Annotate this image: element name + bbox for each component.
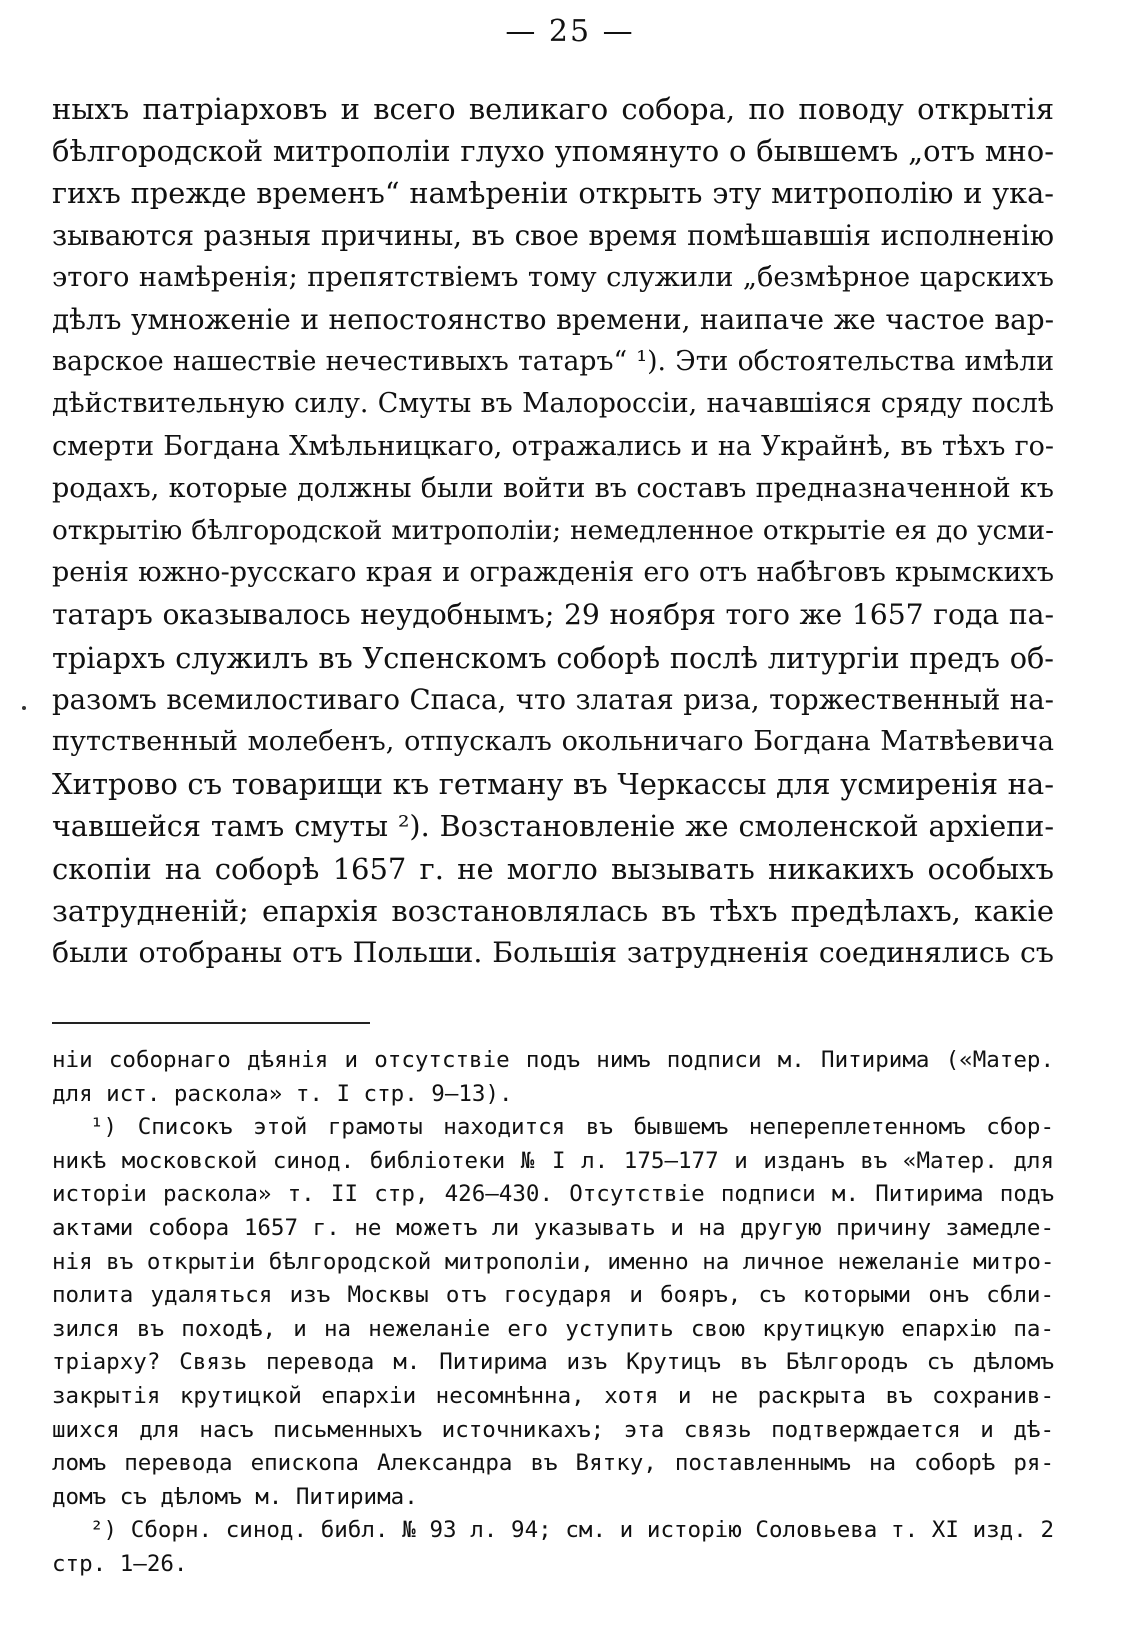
footnotes-block [52, 1044, 1054, 1582]
footnote-1-line: исторіи раскола» т. II стр, 426—430. Отсутствіе подписи м. Питирима подъ [52, 1181, 1054, 1208]
text-line: Хитрово съ товарищи къ гетману въ Черкассы для усмиренія на- [52, 767, 1054, 802]
text-line: бѣлгородской митрополіи глухо упомянуто о бывшемъ „отъ мно- [52, 134, 1054, 169]
footnote-separator [52, 1022, 370, 1024]
text-line: открытію бѣлгородской митрополіи; немедленное открытіе ея до усми- [52, 516, 1054, 547]
page-number: — 25 — [505, 14, 635, 49]
text-line: родахъ, которые должны были войти въ составъ предназначенной къ [52, 472, 1054, 504]
footnote-1-line: закрытія крутицкой епархіи несомнѣнна, хотя и не раскрыта въ сохранив- [52, 1382, 1054, 1409]
text-line: зываются разныя причины, въ свое время помѣшавшія исполненію [52, 218, 1054, 252]
footnote-1-line: никѣ московской синод. библіотеки № I л. 175—177 и изданъ въ «Матер. для [52, 1147, 1054, 1174]
text-line: смерти Богдана Хмѣльницкаго, отражались и на Украйнѣ, въ тѣхъ го- [52, 430, 1054, 462]
footnote-1-line: полита удаляться изъ Москвы отъ государя и бояръ, съ которыми онъ сбли- [52, 1282, 1054, 1309]
footnote-1-line: ломъ перевода епископа Александра въ Вятку, поставленнымъ на соборѣ ря- [52, 1450, 1054, 1477]
text-line: дѣлъ умноженіе и непостоянство времени, наипаче же частое вар- [52, 303, 1054, 337]
main-text-block [52, 88, 1054, 974]
text-line: скопіи на соборѣ 1657 г. не могло вызывать никакихъ особыхъ [52, 851, 1054, 886]
text-line: дѣйствительную силу. Смуты въ Малороссіи, начавшіяся сряду послѣ [52, 388, 1054, 420]
print-speck [22, 706, 26, 710]
footnote-1-line: нія въ открытіи бѣлгородской митрополіи, именно на личное нежеланіе митро- [52, 1248, 1055, 1275]
text-line: тріархъ служилъ въ Успенскомъ соборѣ послѣ литургіи предъ об- [52, 640, 1054, 675]
text-line: татаръ оказывалось неудобнымъ; 29 ноября того же 1657 года па- [52, 598, 1054, 632]
footnote-continuation-line: ніи соборнаго дѣянія и отсутствіе подъ нимъ подписи м. Питирима («Матер. [52, 1047, 1054, 1073]
text-line: варское нашествіе нечестивыхъ татаръ“ ¹). Эти обстоятельства имѣли [52, 346, 1054, 378]
footnote-continuation-line: для ист. раскола» т. I стр. 9—13). [52, 1080, 513, 1107]
footnote-1-line: домъ съ дѣломъ м. Питирима. [52, 1483, 418, 1510]
footnote-1-line: тріарху? Связь перевода м. Питирима изъ Крутицъ въ Бѣлгородъ съ дѣломъ [52, 1349, 1054, 1376]
text-line: затрудненій; епархія возстановлялась въ тѣхъ предѣлахъ, какіе [52, 893, 1054, 928]
footnote-2-line: ²) Сборн. синод. библ. № 93 л. 94; см. и исторію Соловьева т. XI изд. 2 [90, 1517, 1054, 1544]
text-line: разомъ всемилостиваго Спаса, что златая риза, торжественный на- [52, 682, 1054, 716]
footnote-2-line: стр. 1—26. [52, 1550, 188, 1577]
footnote-1-line: зился въ походѣ, и на нежеланіе его уступить свою крутицкую епархію па- [52, 1315, 1054, 1342]
text-line: чавшейся тамъ смуты ²). Возстановленіе же смоленской архіепи- [52, 809, 1054, 844]
text-line: путственный молебенъ, отпускалъ окольничаго Богдана Матвѣевича [52, 726, 1054, 758]
footnote-1-line: ¹) Списокъ этой грамоты находится въ бывшемъ непереплетенномъ сбор- [90, 1114, 1054, 1141]
text-line: ренія южно-русскаго края и огражденія его отъ набѣговъ крымскихъ [52, 557, 1054, 589]
footnote-1-line: актами собора 1657 г. не можетъ ли указывать и на другую причину замедле- [52, 1214, 1054, 1241]
text-line: гихъ прежде временъ“ намѣреніи открыть эту митрополію и ука- [52, 176, 1054, 211]
footnote-1-line: шихся для насъ письменныхъ источникахъ; эта связь подтверждается и дѣ- [52, 1416, 1054, 1443]
text-line: были отобраны отъ Польши. Большія затрудненія соединялись съ [52, 936, 1054, 970]
text-line: этого намѣренія; препятствіемъ тому служили „безмѣрное царскихъ [52, 261, 1054, 293]
text-line: ныхъ патріарховъ и всего великаго собора, по поводу открытія [52, 92, 1054, 126]
